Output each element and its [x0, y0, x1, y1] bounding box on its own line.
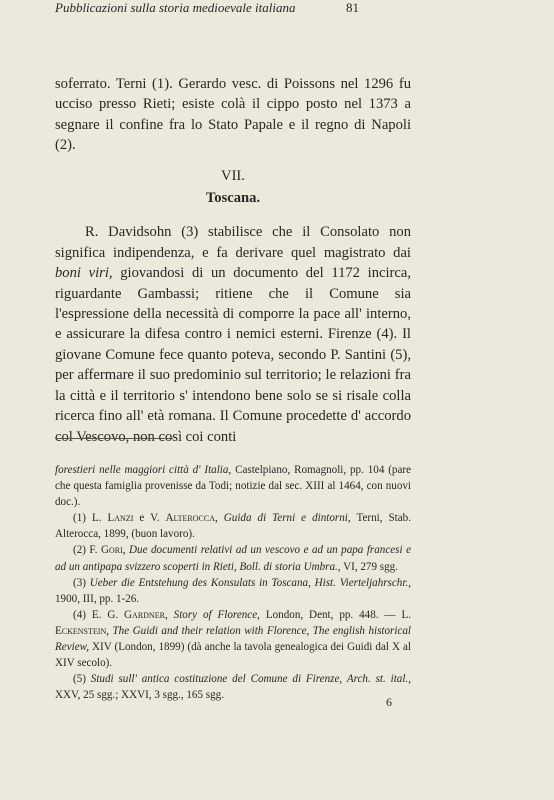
footnote-italic: Due documenti relativi ad un vescovo e ad un papa francesi e ad un antipapa svizzero scoperti in Rieti, Boll. di storia Umbra., — [55, 544, 411, 573]
footnote-text: VI, 279 sgg. — [340, 560, 398, 573]
footnote-text: London, Dent, pp. 448. — L. — [259, 608, 412, 621]
footnote-text: 1900, III, pp. 1-26. — [55, 592, 140, 605]
footnote-text: (2) F. — [73, 544, 101, 557]
footnote-text: (5) — [73, 673, 91, 686]
footnote-author: Gardner — [124, 608, 165, 621]
footnote-italic: Ueber die Entstehung des Konsulats in Toscana, Hist. Vierteljahrschr., — [89, 576, 411, 589]
footnote-text: (3) — [73, 576, 90, 589]
footnote-text: XIV (London, 1899) (dà anche la tavola genealogica dei Guidi dal X al XIV secolo). — [55, 641, 411, 670]
footnote-author: Alterocca — [165, 512, 215, 525]
footnote-text: , — [122, 544, 130, 557]
footnote-text: Terni, Stab. Alterocca, 1899, (buon lavoro). — [55, 512, 411, 541]
footnote-author: Eckenstein — [55, 624, 107, 637]
footnote-5 — [55, 671, 411, 703]
footnote-rule — [55, 438, 173, 439]
footnote-author: Lanzi — [107, 512, 134, 525]
footnote-continuation — [55, 462, 411, 510]
footnotes — [55, 462, 411, 703]
section-number: VII. — [221, 167, 245, 184]
paragraph-continuation: soferrato. Terni (1). Gerardo vesc. di Poissons nel 1296 fu ucciso presso Rieti; esiste colà il cippo posto nel 1373 a segnare il confine fra lo Stato Papale e il regno di Napoli (2). — [55, 76, 411, 154]
footnote-text: , — [106, 624, 113, 637]
footnote-3 — [55, 575, 411, 607]
paragraph-text: giovandosi di un documento del 1172 incirca, riguardante Gambassi; ritiene che il Comune sia l'espressione della necessità di comporre la pace all' interno, e assicurare la difesa contro i nemici esterni. Firenze (4). Il giovane Comune fece quanto poteva, secondo P. Santini (5), per affermare il suo predominio sul territorio; le relazioni fra la città e il territorio s' intendono bene solo se si risale colla ricerca fino all' età romana. Il Comune procedette d' accordo col Vescovo, non così coi conti — [55, 265, 411, 445]
main-text — [55, 74, 411, 447]
footnote-2 — [55, 542, 411, 574]
paragraph-italic: boni viri, — [55, 265, 113, 282]
paragraph-toscana — [55, 222, 411, 446]
page-number: 81 — [346, 0, 359, 15]
footnote-text: Castelpiano, Romagnoli, pp. 104 (pare che questa famiglia provenisse da Todi; notizie dal sec. XIII al 1464, con nuovi doc.). — [55, 464, 411, 509]
footnote-text: XXV, 25 sgg.; XXVI, 3 sgg., 165 sgg. — [55, 689, 224, 702]
footnote-text: (1) L. — [73, 512, 108, 525]
footnote-italic: The Guidi and their relation with Florence, The english historical Review, — [55, 624, 411, 654]
footnote-1 — [55, 510, 411, 542]
section-title: Toscana. — [205, 190, 261, 207]
footnote-text: , — [215, 512, 224, 525]
footnote-italic: Guida di Terni e dintorni, — [223, 512, 351, 525]
footnote-italic: Studi sull' antica costituzione del Comune di Firenze, Arch. st. ital., — [90, 673, 411, 686]
signature-mark: 6 — [386, 695, 392, 709]
footnote-author: Gori — [100, 544, 123, 557]
footnote-4 — [55, 607, 411, 671]
footnote-text: (4) E. G. — [73, 608, 125, 621]
footnote-text: , — [164, 608, 174, 621]
footnote-italic: forestieri nelle maggiori città d' Italia, — [55, 464, 232, 476]
footnote-text: e V. — [133, 512, 166, 525]
running-title: Pubblicazioni sulla storia medioevale italiana — [55, 0, 296, 15]
footnote-italic: Story of Florence, — [173, 608, 260, 621]
paragraph-text: R. Davidsohn (3) stabilisce che il Consolato non significa indipendenza, e fa derivare quel magistrato dai — [55, 224, 411, 261]
